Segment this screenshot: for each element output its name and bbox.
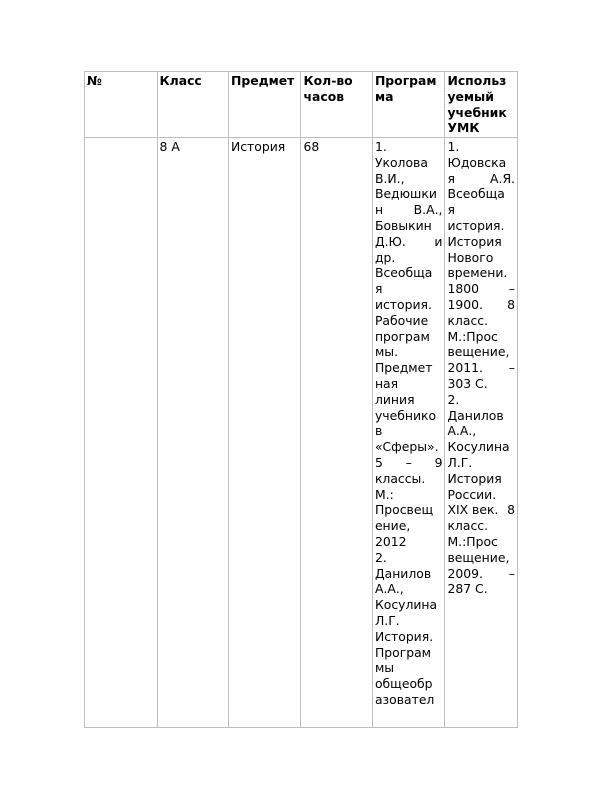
textbook-word: 8 — [507, 502, 515, 518]
textbook-line: История — [447, 470, 502, 486]
textbook-line: Нового — [447, 249, 494, 265]
textbook-word: А.Я. — [490, 170, 515, 186]
program-word: В.А., — [413, 202, 443, 218]
program-line: линия — [374, 391, 415, 407]
cell-num — [85, 138, 158, 728]
program-line: Предмет — [374, 360, 433, 376]
header-textbook-line: учебник — [447, 104, 507, 120]
textbook-line: 2. — [447, 391, 460, 407]
program-line: ение, — [374, 518, 411, 534]
header-row — [85, 72, 518, 138]
textbook-line: я — [447, 202, 455, 218]
program-line: Ведюшки — [374, 186, 437, 202]
textbook-word: 1900. — [447, 296, 483, 312]
program-line: 2012 — [374, 533, 407, 549]
program-line: История. — [374, 628, 434, 644]
program-word: – — [405, 454, 412, 470]
textbook-line: А.А., — [447, 423, 477, 439]
textbook-line — [447, 281, 515, 297]
textbook-line — [447, 566, 515, 582]
textbook-word: 1800 — [447, 281, 479, 297]
program-word: и — [434, 233, 443, 249]
header-hours-line: часов — [303, 88, 345, 104]
program-line: классы. — [374, 470, 426, 486]
header-textbook-line: УМК — [447, 120, 480, 136]
textbook-line: Косулина — [447, 439, 510, 455]
program-line: А.А., — [374, 581, 404, 597]
textbook-line — [447, 502, 515, 518]
textbook-line: класс. — [447, 518, 489, 534]
header-hours — [301, 72, 372, 138]
textbook-line — [447, 297, 515, 313]
cell-class: 8 А — [157, 138, 228, 728]
program-line — [375, 455, 443, 471]
textbook-word: XIX век. — [447, 502, 499, 518]
program-word: 5 — [374, 454, 383, 470]
program-line: М.: — [374, 486, 394, 502]
header-program — [372, 72, 445, 138]
program-word: н — [374, 202, 384, 218]
textbook-line: 303 С. — [447, 375, 488, 391]
header-program-line: Програм — [374, 73, 437, 88]
textbook-word: 8 — [507, 296, 515, 312]
textbook-text — [447, 139, 515, 597]
program-line: Всеобща — [374, 265, 433, 281]
program-line: Бовыкин — [374, 217, 432, 233]
textbook-line: 1. — [447, 139, 460, 154]
program-word: 9 — [434, 454, 443, 470]
textbook-line: М.:Прос — [447, 533, 498, 549]
textbook-line: История — [447, 233, 502, 249]
textbook-line: вещение, — [447, 344, 510, 360]
cell-hours: 68 — [301, 138, 372, 728]
program-line — [375, 234, 443, 250]
program-line: мы — [374, 660, 395, 676]
header-program-line: ма — [374, 88, 394, 104]
header-num: № — [85, 72, 158, 138]
program-line: 1. — [374, 139, 387, 154]
table-row — [85, 138, 518, 728]
program-line: В.И., — [374, 170, 405, 186]
cell-program — [372, 138, 445, 728]
program-line: в — [374, 423, 383, 439]
textbook-line: М.:Прос — [447, 328, 498, 344]
program-line: програм — [374, 328, 430, 344]
header-textbook-line: уемый — [447, 88, 494, 104]
header-subject: Предмет — [228, 72, 301, 138]
program-line: учебнико — [374, 407, 437, 423]
program-line: Просвещ — [374, 502, 434, 518]
program-line: Косулина — [374, 597, 438, 613]
program-line: Данилов — [374, 565, 432, 581]
program-line: ная — [374, 375, 399, 391]
header-textbook-line: Использ — [447, 73, 507, 88]
textbook-line: Всеобща — [447, 186, 505, 202]
program-line: «Сферы». — [374, 439, 439, 455]
textbook-line: история. — [447, 217, 505, 233]
program-line: я — [374, 281, 383, 297]
program-line: др. — [374, 249, 396, 265]
umk-table — [84, 71, 518, 728]
textbook-line: Л.Г. — [447, 454, 473, 470]
textbook-line: класс. — [447, 312, 489, 328]
textbook-word: – — [508, 565, 515, 581]
textbook-line — [447, 171, 515, 187]
header-hours-line: Кол-во — [303, 73, 353, 88]
textbook-line: времени. — [447, 265, 508, 281]
textbook-line: России. — [447, 486, 497, 502]
textbook-word: 2011. — [447, 360, 483, 376]
program-line: 2. — [374, 549, 387, 565]
textbook-word: – — [508, 360, 515, 376]
textbook-line: 287 С. — [447, 581, 488, 597]
header-class: Класс — [157, 72, 228, 138]
textbook-word: – — [508, 281, 515, 297]
program-line: общеобр — [374, 676, 433, 692]
program-text — [375, 139, 443, 708]
program-line: Уколова — [374, 154, 428, 170]
cell-subject: История — [228, 138, 301, 728]
textbook-line: Данилов — [447, 407, 504, 423]
program-line — [375, 202, 443, 218]
textbook-line: Юдовска — [447, 154, 507, 170]
program-word: Д.Ю. — [374, 233, 406, 249]
program-line: Рабочие — [374, 312, 429, 328]
header-textbook — [445, 72, 518, 138]
program-line: Програм — [374, 644, 432, 660]
program-line: Л.Г. — [374, 612, 400, 628]
textbook-line: вещение, — [447, 549, 510, 565]
program-line: история. — [374, 296, 432, 312]
cell-textbook — [445, 138, 518, 728]
textbook-line — [447, 360, 515, 376]
textbook-word: я — [447, 170, 455, 186]
textbook-word: 2009. — [447, 565, 483, 581]
program-line: мы. — [374, 344, 399, 360]
program-line: азовател — [374, 691, 435, 707]
